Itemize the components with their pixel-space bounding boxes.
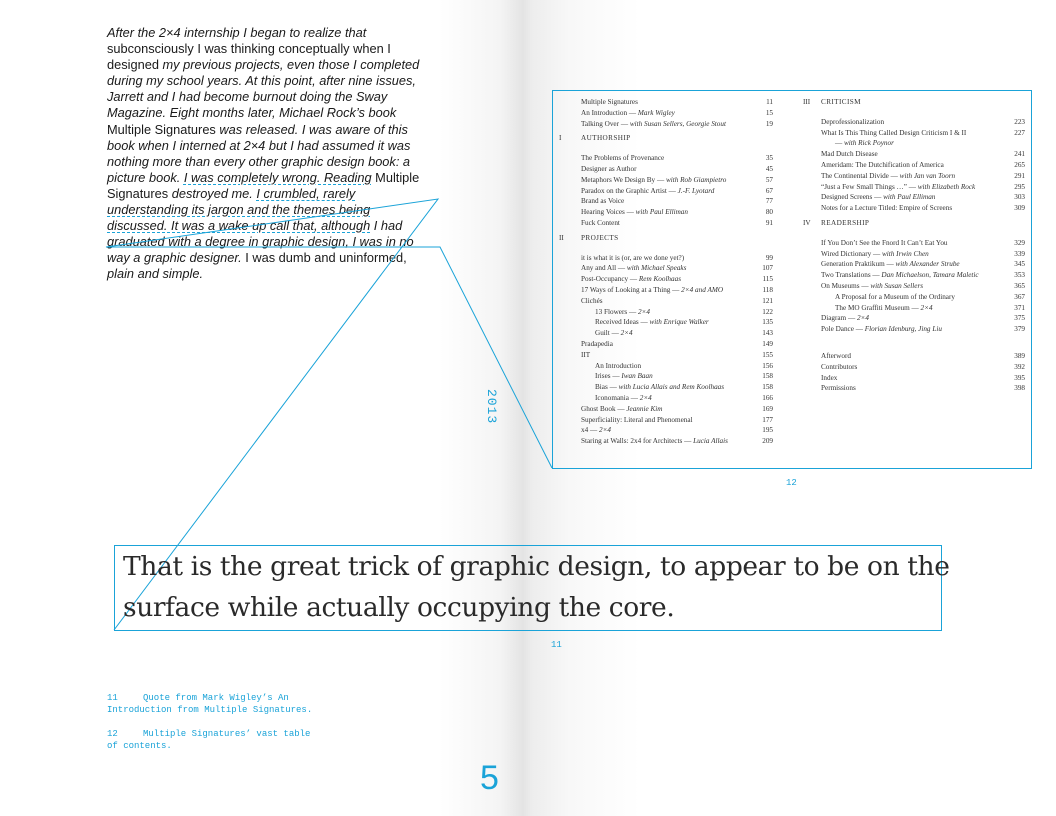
toc-entry-page: 309 [1014, 204, 1025, 213]
toc-author-text: with Susan Sellers, Georgie Stout [629, 119, 726, 128]
text-run: I was dumb and uninformed, [245, 250, 407, 266]
toc-entry-title [821, 149, 878, 160]
toc-entry-page: 389 [1014, 351, 1025, 360]
toc-entry-page: 77 [765, 197, 773, 206]
text-run: After the 2×4 internship I began to realize that [107, 25, 367, 40]
toc-title-text: Hearing Voices — [581, 208, 636, 217]
toc-entry-page: 398 [1014, 384, 1025, 393]
toc-title-text: Two Translations — [821, 271, 882, 280]
toc-entry-title [595, 307, 650, 318]
toc-entry-page: 149 [762, 339, 773, 348]
toc-entry [803, 117, 1029, 128]
toc-author-text: with Michael Speaks [626, 264, 687, 273]
toc-entry [553, 415, 783, 426]
toc-entry-title [581, 253, 684, 264]
toc-entry-title [595, 371, 653, 382]
toc-entry-title [595, 393, 652, 404]
toc-entry [803, 192, 1029, 203]
toc-author-text: Rem Koolhaas [638, 275, 682, 284]
toc-entry-title [821, 117, 884, 128]
text-run: I designed [107, 41, 391, 73]
toc-entry-title [581, 285, 723, 296]
toc-entry [553, 317, 783, 328]
toc-entry-title [581, 207, 688, 218]
toc-title-text: x4 — [581, 426, 599, 435]
toc-entry [803, 128, 1029, 139]
toc-author-text: Dan Michaelson, Tamara Maletic [881, 271, 979, 280]
section-number: III [803, 98, 811, 106]
toc-entry [553, 196, 783, 207]
toc-title-text: Guilt — [595, 329, 621, 338]
toc-entry [803, 362, 1029, 373]
toc-entry [803, 203, 1029, 214]
toc-title-text: Notes for a Lecture Titled: Empire of Screens [821, 204, 953, 213]
toc-entry-page: 11 [766, 98, 773, 106]
text-run: Multiple Signatures [107, 121, 216, 137]
toc-title-text: Multiple Signatures [581, 98, 638, 106]
toc-entry-title [821, 373, 837, 384]
toc-entry-page: 107 [762, 264, 773, 273]
toc-title-text: Bias — [595, 383, 619, 392]
toc-entry-title [595, 361, 641, 372]
toc-entry-page: 35 [765, 154, 773, 163]
toc-entry-title [581, 97, 638, 108]
toc-title-text: Received Ideas — [595, 318, 650, 327]
toc-entry [803, 259, 1029, 270]
toc-entry-page: 291 [1014, 171, 1025, 180]
toc-title-text: Clichés [581, 296, 603, 305]
toc-title-text: Talking Over — [581, 119, 630, 128]
toc-entry-title [821, 383, 856, 394]
toc-entry [553, 207, 783, 218]
toc-entry-page: 19 [765, 119, 773, 128]
toc-entry-title [581, 415, 693, 426]
toc-entry [803, 313, 1029, 324]
toc-author-text: with Jan van Toorn [899, 171, 956, 180]
toc-author-text: with Paul Elliman [635, 208, 688, 217]
toc-entry-page: 166 [762, 393, 773, 402]
toc-entry [553, 350, 783, 361]
toc-title-text: The MO Graffiti Museum — [835, 303, 921, 312]
toc-entry [803, 281, 1029, 292]
toc-entry-title [581, 186, 714, 197]
toc-author-text: Florian Idenburg, Jing Liu [864, 325, 942, 334]
toc-entry [553, 371, 783, 382]
toc-entry-title [581, 108, 675, 119]
toc-entry [553, 425, 783, 436]
toc-entry [803, 351, 1029, 362]
toc-author-text: with Enrique Walker [649, 318, 709, 327]
toc-entry-title [821, 362, 857, 373]
toc-title-text: 13 Flowers — [595, 307, 638, 316]
toc-entry [553, 361, 783, 372]
figure-11-label: 11 [551, 640, 562, 650]
toc-entry [803, 160, 1029, 171]
footnote-text: Introduction from Multiple Signatures. [107, 705, 313, 715]
toc-entry-title [821, 238, 948, 249]
toc-title-text: Paradox on the Graphic Artist — [581, 186, 678, 195]
toc-entry [553, 97, 783, 108]
toc-entry [553, 296, 783, 307]
toc-title-text: Deprofessionalization [821, 117, 885, 126]
toc-title-text: Superficiality: Literal and Phenomenal [581, 415, 693, 424]
toc-entry [803, 138, 1029, 149]
toc-section [803, 218, 1029, 229]
pull-quote [123, 546, 950, 628]
toc-entry [553, 404, 783, 415]
toc-entry [803, 171, 1029, 182]
toc-right-column [803, 97, 1029, 394]
toc-section [553, 133, 783, 144]
toc-entry [803, 373, 1029, 384]
toc-entry [553, 339, 783, 350]
toc-entry-title [821, 259, 960, 270]
toc-author-text: 2×4 [639, 393, 652, 402]
toc-entry-title [821, 270, 979, 281]
toc-entry-page: 91 [765, 218, 773, 227]
section-label: AUTHORSHIP [581, 134, 631, 143]
section-number: I [559, 134, 562, 143]
section-label: CRITICISM [821, 98, 861, 106]
toc-entry-title [581, 274, 681, 285]
toc-author-text: with Elizabeth Rock [917, 182, 976, 191]
figure-12-label: 12 [786, 478, 797, 488]
toc-entry-page: 265 [1014, 160, 1025, 169]
toc-entry-page: 99 [765, 253, 773, 262]
toc-entry-title [835, 292, 955, 303]
toc-title-text: Brand as Voice [581, 197, 625, 206]
quote-line: surface while actually occupying the core. [123, 592, 675, 623]
toc-title-text: Iconomania — [595, 393, 640, 402]
toc-author-text: 2×4 [637, 307, 650, 316]
section-label: PROJECTS [581, 233, 619, 242]
toc-entry [803, 324, 1029, 335]
toc-title-text: “Just a Few Small Things …” — [821, 182, 918, 191]
toc-entry [553, 436, 783, 447]
footnote [107, 692, 357, 716]
toc-entry-page: 169 [762, 404, 773, 413]
toc-entry-page: 177 [762, 415, 773, 424]
page-number: 5 [480, 759, 499, 797]
toc-entry-title [821, 313, 869, 324]
toc-title-text: Irises — [595, 372, 622, 381]
toc-entry [553, 285, 783, 296]
toc-author-text: 2×4 [856, 314, 869, 323]
footnote [107, 728, 357, 752]
text-run: destroyed me. [168, 185, 257, 201]
toc-author-text: Lucia Allais [693, 437, 728, 446]
toc-entry [553, 164, 783, 175]
toc-entry-page: 135 [762, 318, 773, 327]
toc-entry-title [821, 249, 929, 260]
toc-entry-title [821, 171, 955, 182]
section-number: IV [803, 218, 811, 227]
toc-author-text: with Paul Elliman [883, 193, 936, 202]
toc-entry [803, 292, 1029, 303]
text-run: was released. I was aware of this book when I interned at 2×4 but I had assumed it was nothing more than every other graphic design book: a picture book. [107, 121, 411, 185]
toc-title-text: The Continental Divide — [821, 171, 900, 180]
toc-entry-page: 57 [765, 175, 773, 184]
toc-entry [553, 307, 783, 318]
section-label: READERSHIP [821, 218, 870, 227]
toc-entry [803, 303, 1029, 314]
toc-title-text: Ghost Book — [581, 404, 627, 413]
toc-entry-page: 353 [1014, 271, 1025, 280]
toc-entry-page: 227 [1014, 128, 1025, 137]
toc-entry-title [821, 192, 935, 203]
toc-group [553, 253, 783, 447]
toc-entry [553, 218, 783, 229]
footnote-text: Multiple Signatures’ vast table [143, 729, 311, 739]
toc-title-text: If You Don’t See the Fnord It Can’t Eat You [821, 238, 948, 247]
toc-entry-title [581, 164, 637, 175]
toc-title-text: Staring at Walls: 2x4 for Architects — [581, 437, 694, 446]
toc-title-text: 17 Ways of Looking at a Thing — [581, 285, 682, 294]
toc-author-text: Iwan Baan [621, 372, 653, 381]
toc-entry-title [581, 296, 603, 307]
quote-line: That is the great trick of graphic design, to appear to be on the [123, 551, 950, 582]
toc-entry-page: 303 [1014, 193, 1025, 202]
toc-entry-page: 329 [1014, 238, 1025, 247]
toc-entry [553, 263, 783, 274]
toc-title-text: Any and All — [581, 264, 627, 273]
toc-entry [553, 108, 783, 119]
toc-group [803, 238, 1029, 335]
toc-group [553, 153, 783, 229]
toc-title-text: Mad Dutch Disease [821, 150, 878, 159]
toc-entry-title [835, 138, 894, 149]
toc-title-text: — [835, 139, 844, 148]
toc-group [803, 117, 1029, 214]
toc-title-text: Afterword [821, 351, 851, 360]
toc-entry-page: 143 [762, 329, 773, 338]
year-label: 2013 [484, 389, 499, 425]
text-run: plain and simple. [107, 266, 204, 282]
toc-entry-title [821, 160, 944, 171]
toc-entry-title [581, 218, 620, 229]
toc-entry [803, 383, 1029, 394]
toc-group [553, 97, 783, 129]
toc-entry-title [821, 203, 952, 214]
section-number: II [559, 233, 564, 242]
toc-author-text: with Rob Giampietro [665, 175, 727, 184]
toc-title-text: it is what it is (or, are we done yet?) [581, 253, 685, 262]
toc-entry-page: 295 [1014, 182, 1025, 191]
toc-title-text: An Introduction — [581, 108, 638, 117]
toc-title-text: The Problems of Provenance [581, 154, 665, 163]
toc-entry-title [595, 382, 724, 393]
toc-title-text: Permissions [821, 384, 856, 393]
toc-entry-title [581, 263, 686, 274]
toc-title-text: Pradapedia [581, 339, 613, 348]
toc-author-text: J.-F. Lyotard [677, 186, 715, 195]
toc-title-text: Fuck Content [581, 218, 620, 227]
toc-entry-title [821, 324, 942, 335]
table-of-contents [553, 91, 1031, 468]
footnote-text: of contents. [107, 741, 172, 751]
toc-entry-page: 155 [762, 350, 773, 359]
toc-entry [803, 149, 1029, 160]
toc-group [803, 351, 1029, 394]
toc-entry-page: 365 [1014, 281, 1025, 290]
toc-left-column [553, 97, 783, 447]
text-run: Multiple Signatures [107, 169, 420, 201]
toc-entry-page: 121 [762, 296, 773, 305]
toc-entry-page: 367 [1014, 292, 1025, 301]
toc-entry-page: 67 [765, 186, 773, 195]
toc-entry-title [821, 351, 851, 362]
toc-entry [553, 328, 783, 339]
toc-entry [553, 253, 783, 264]
toc-title-text: What Is This Thing Called Design Criticism I & II [821, 128, 967, 137]
toc-entry-page: 80 [765, 208, 773, 217]
toc-entry-title [581, 153, 664, 164]
toc-entry-title [821, 128, 966, 139]
toc-entry [553, 186, 783, 197]
toc-entry-title [821, 281, 923, 292]
text-run: subconsciously I was thinking conceptually when [107, 41, 384, 57]
toc-title-text: Designed Screens — [821, 193, 884, 202]
toc-entry-page: 195 [762, 426, 773, 435]
toc-entry-page: 371 [1014, 303, 1025, 312]
text-run: I had graduated with a degree in graphic design, I was in no way a graphic designer. [107, 218, 414, 266]
toc-title-text: An Introduction [595, 361, 642, 370]
toc-entry-page: 158 [762, 383, 773, 392]
toc-author-text: Jeannie Kim [626, 404, 663, 413]
toc-entry-page: 223 [1014, 117, 1025, 126]
toc-entry-title [835, 303, 933, 314]
toc-title-text: Pole Dance — [821, 325, 865, 334]
toc-author-text: with Rick Poynor [843, 139, 894, 148]
toc-entry [553, 274, 783, 285]
toc-entry [553, 175, 783, 186]
toc-entry-page: 392 [1014, 362, 1025, 371]
toc-entry-title [581, 119, 726, 130]
toc-title-text: Ameridam: The Dutchification of America [821, 160, 944, 169]
footnote-number: 12 [107, 729, 118, 739]
toc-author-text: 2×4 [598, 426, 612, 435]
footnotes [107, 692, 357, 764]
toc-entry-title [581, 436, 728, 447]
toc-entry-page: 375 [1014, 314, 1025, 323]
toc-author-text: with Lucia Allais and Rem Koolhaas [618, 383, 725, 392]
toc-author-text: 2×4 and AMO [681, 285, 724, 294]
toc-title-text: Wired Dictionary — [821, 249, 882, 258]
toc-entry [553, 119, 783, 130]
toc-title-text: Post-Occupancy — [581, 275, 639, 284]
toc-entry-page: 395 [1014, 373, 1025, 382]
toc-title-text: Generation Praktikum — [821, 260, 896, 269]
toc-entry-page: 118 [762, 285, 773, 294]
toc-entry [803, 182, 1029, 193]
toc-entry-page: 45 [765, 164, 773, 173]
underlined-run: I was completely wrong. Reading [183, 169, 372, 185]
toc-entry [553, 393, 783, 404]
toc-entry-page: 158 [762, 372, 773, 381]
toc-entry [803, 270, 1029, 281]
toc-entry-title [581, 350, 590, 361]
toc-title-text: IIT [581, 350, 591, 359]
toc-section [553, 233, 783, 244]
toc-entry-page: 122 [762, 307, 773, 316]
toc-entry-page: 15 [765, 108, 773, 117]
toc-title-text: A Proposal for a Museum of the Ordinary [835, 292, 955, 301]
toc-entry-page: 339 [1014, 249, 1025, 258]
toc-entry [803, 238, 1029, 249]
toc-title-text: On Museums — [821, 281, 871, 290]
toc-entry [553, 153, 783, 164]
toc-title-text: Contributors [821, 362, 858, 371]
toc-entry-title [581, 175, 726, 186]
toc-entry-title [821, 182, 975, 193]
toc-entry-page: 241 [1014, 150, 1025, 159]
toc-entry-page: 209 [762, 437, 773, 446]
footnote-number: 11 [107, 693, 118, 703]
toc-author-text: 2×4 [620, 329, 633, 338]
toc-entry-title [581, 339, 613, 350]
toc-entry [553, 382, 783, 393]
toc-entry-title [595, 317, 709, 328]
text-run: my previous projects, even those I completed during my school years. At this point, after nine issues, Jarrett and I had become burnout doing the Sway Magazine. Eight months later, Michael Rock’s book [107, 57, 420, 121]
toc-entry-title [581, 404, 662, 415]
toc-title-text: Metaphors We Design By — [581, 175, 666, 184]
toc-entry-title [595, 328, 633, 339]
toc-section [803, 97, 1029, 108]
toc-title-text: Designer as Author [581, 164, 637, 173]
toc-entry-page: 379 [1014, 325, 1025, 334]
toc-entry-page: 345 [1014, 260, 1025, 269]
toc-entry-page: 156 [762, 361, 773, 370]
toc-author-text: 2×4 [920, 303, 933, 312]
toc-title-text: Diagram — [821, 314, 857, 323]
toc-author-text: with Irwin Chen [882, 249, 929, 258]
toc-entry [803, 249, 1029, 260]
toc-entry-title [581, 196, 624, 207]
toc-author-text: Mark Wigley [637, 108, 675, 117]
toc-title-text: Index [821, 373, 838, 382]
underlined-run: I crumbled, rarely understanding its jargon and the themes being discussed. It was a wake up call that, although [107, 185, 371, 234]
toc-entry-title [581, 425, 611, 436]
toc-author-text: with Alexander Strube [895, 260, 960, 269]
footnote-text: Quote from Mark Wigley’s An [143, 693, 289, 703]
toc-author-text: with Susan Sellers [870, 281, 924, 290]
toc-entry-page: 115 [762, 275, 773, 284]
